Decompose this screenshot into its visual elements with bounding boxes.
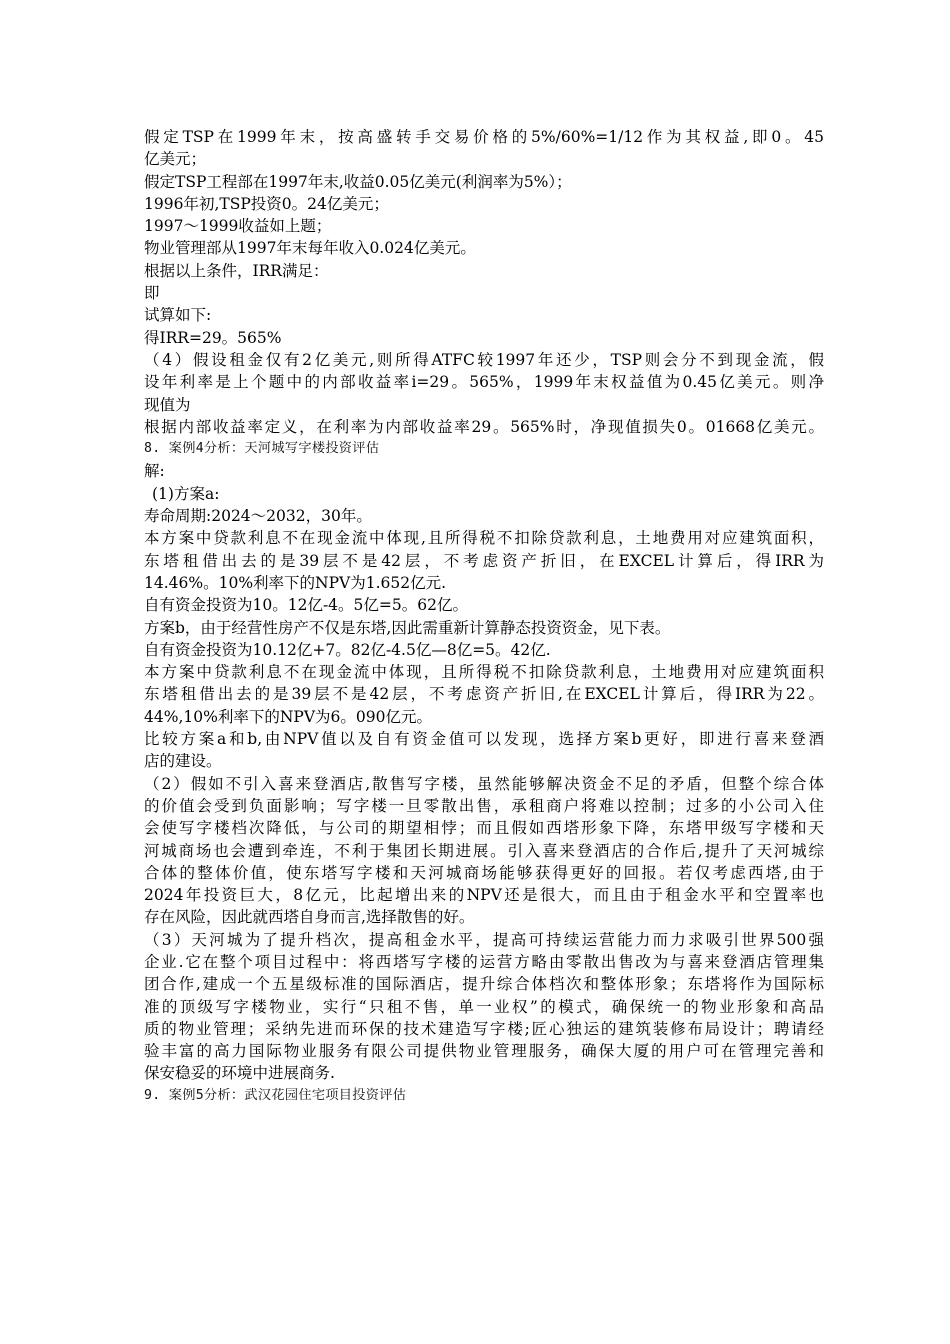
text-line: 根据以上条件，IRR满足： — [144, 261, 329, 280]
text-line: （3）天河城为了提升档次，提高租金水平，提高可持续运营能力而力求吸引世界500强 — [144, 930, 824, 949]
text-line: 得IRR=29。565% — [144, 328, 282, 347]
text-line: 店的建设。 — [144, 752, 222, 771]
text-line: 准的顶级写字楼物业，实行“只租不售，单一业权”的模式，确保统一的物业形象和高品 — [144, 997, 824, 1016]
text-line: 东塔租借出去的是39层不是42层，不考虑资产折旧，在EXCEL计算后，得IRR为 — [144, 551, 824, 570]
text-line: 44%,10%利率下的NPV为6。090亿元。 — [144, 707, 432, 726]
section-heading-8: 8. 案例4分析：天河城写字楼投资评估 — [144, 441, 380, 457]
text-line: 亿美元； — [144, 150, 207, 169]
text-line: 本方案中贷款利息不在现金流中体现,且所得税不扣除贷款利息，土地费用对应建筑面积， — [144, 529, 824, 548]
text-line: 本方案中贷款利息不在现金流中体现，且所得税不扣除贷款利息，土地费用对应建筑面积 — [144, 663, 824, 682]
text-line: 存在风险，因此就西塔自身而言,选择散售的好。 — [144, 908, 475, 927]
text-line: 试算如下: — [144, 306, 212, 325]
text-line: 企业.它在整个项目过程中：将西塔写字楼的运营方略由零散出售改为与喜来登酒店管理集 — [144, 952, 824, 971]
text-line: （4）假设租金仅有2亿美元,则所得ATFC较1997年还少，TSP则会分不到现金流，假 — [144, 350, 824, 369]
text-line: 即 — [144, 284, 160, 303]
text-line: 1996年初,TSP投资0。24亿美元； — [144, 194, 389, 213]
text-line: 合体的整体价值，使东塔写字楼和天河城商场能够获得更好的回报。若仅考虑西塔,由于 — [144, 863, 824, 882]
section-heading-9: 9. 案例5分析：武汉花园住宅项目投资评估 — [144, 1087, 407, 1103]
document-page — [144, 126, 824, 1107]
text-line: 解: — [144, 462, 165, 481]
text-line: 团合作,建成一个五星级标准的国际酒店，提升综合体档次和整体形象；东塔将作为国际标 — [144, 975, 824, 994]
text-line: 东塔租借出去的是39层不是42层，不考虑资产折旧,在EXCEL计算后，得IRR为22。 — [144, 685, 824, 704]
text-line: 保安稳妥的环境中进展商务. — [144, 1064, 335, 1083]
text-line: 设年利率是上个题中的内部收益率i=29。565%，1999年末权益值为0.45亿美元。则净 — [144, 373, 824, 392]
text-line: 14.46%。10%利率下的NPV为1.652亿元. — [144, 573, 447, 592]
text-line: 比较方案a和b,由NPV值以及自有资金值可以发现，选择方案b更好，即进行喜来登酒 — [144, 730, 824, 749]
text-line: 的价值会受到负面影响；写字楼一旦零散出售，承租商户将难以控制；过多的小公司入住 — [144, 796, 824, 815]
text-line: 自有资金投资为10。12亿-4。5亿=5。62亿。 — [144, 596, 468, 615]
text-line: 方案b，由于经营性房产不仅是东塔,因此需重新计算静态投资资金，见下表。 — [144, 618, 671, 637]
text-line: 现值为 — [144, 395, 191, 414]
text-line: 验丰富的高力国际物业服务有限公司提供物业管理服务，确保大厦的用户可在管理完善和 — [144, 1042, 824, 1061]
text-line: 根据内部收益率定义，在利率为内部收益率29。565%时，净现值损失0。01668亿美元。 — [144, 417, 824, 436]
text-line: 质的物业管理；采纳先进而环保的技术建造写字楼;匠心独运的建筑装修布局设计；聘请经 — [144, 1019, 824, 1038]
text-line: (1)方案a: — [152, 484, 220, 503]
text-line: 自有资金投资为10.12亿+7。82亿-4.5亿—8亿=5。42亿. — [144, 640, 551, 659]
text-line: 假定TSP在1999年末，按高盛转手交易价格的5%/60%=1/12作为其权益,即0。45 — [144, 128, 824, 146]
text-line: 假定TSP工程部在1997年末,收益0.05亿美元(利润率为5%）； — [144, 172, 572, 191]
text-line: （2）假如不引入喜来登酒店,散售写字楼，虽然能够解决资金不足的矛盾，但整个综合体 — [144, 774, 824, 793]
text-line: 寿命周期:2024～2032，30年。 — [144, 507, 372, 526]
text-line: 河城商场也会遭到牵连，不利于集团长期进展。引入喜来登酒店的合作后,提升了天河城综 — [144, 841, 824, 860]
text-line: 物业管理部从1997年末每年收入0.024亿美元。 — [144, 239, 476, 258]
text-line: 会使写字楼档次降低，与公司的期望相悖；而且假如西塔形象下降，东塔甲级写字楼和天 — [144, 819, 824, 838]
text-line: 1997～1999收益如上题； — [144, 217, 332, 236]
text-line: 2024年投资巨大，8亿元，比起增出来的NPV还是很大，而且由于租金水平和空置率也 — [144, 886, 824, 905]
